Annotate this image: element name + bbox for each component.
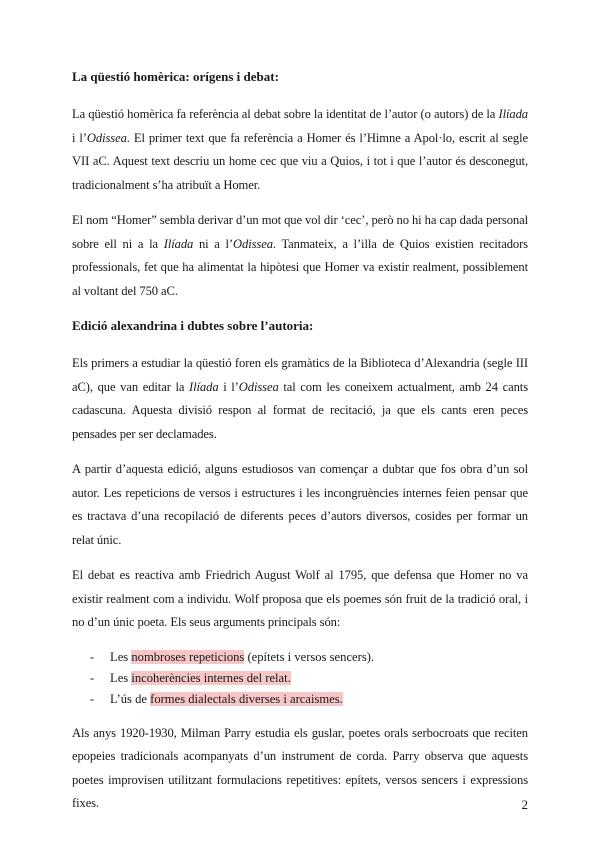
- italic-title-iliad: Ilíada: [163, 236, 194, 251]
- text-run: . El primer text que fa referència a Homer és l’Himne a Apol·lo, escrit al segle VII aC. Aquest text descriu un home cec que viu a Quios, i tot i que l’autor és desconegut, tradicionalment s’ha atribuït a Homer.: [72, 130, 528, 192]
- section-heading-alexandrian-edition: Edició alexandrina i dubtes sobre l’autoria:: [72, 318, 314, 333]
- list-item: [72, 647, 528, 668]
- section-heading-homeric-question: La qüestió homèrica: orígens i debat:: [72, 69, 279, 84]
- list-dash: -: [90, 670, 95, 685]
- italic-title-odyssey: Odissea: [233, 236, 273, 251]
- highlighted-text: nombroses repeticions: [131, 649, 245, 664]
- text-run: Els primers a estudiar la qüestió foren els gramàtics de la Biblioteca d’Alexandria (segle III aC), que van editar la: [72, 356, 528, 394]
- text-run: El nom “Homer” sembla derivar d’un mot que vol dir ‘cec’, però no hi ha cap dada personal sobre ell ni a la: [72, 213, 528, 251]
- paragraph-wolf: El debat es reactiva amb Friedrich August Wolf al 1795, que defensa que Homer no va existir realment com a individu. Wolf proposa que els poemes són fruit de la tradició oral, i no d’un únic poeta. Els seus arguments principals són:: [72, 568, 528, 629]
- text-run: (epítets i versos sencers).: [244, 649, 375, 664]
- paragraph-alexandria: [72, 352, 528, 446]
- page-number: 2: [521, 797, 528, 812]
- spacer: [72, 343, 528, 352]
- highlighted-text: incoherències internes del relat.: [131, 670, 291, 685]
- text-run: tal com les coneixem actualment, amb 24 cants cadascuna. Aquesta divisió respon al format de recitació, ja que els cants eren peces pensades per ser declamades.: [72, 379, 528, 441]
- list-dash: -: [90, 649, 95, 664]
- highlighted-text: formes dialectals diverses i arcaismes.: [150, 691, 343, 706]
- page-content: [72, 66, 528, 828]
- paragraph-doubts: A partir d’aquesta edició, alguns estudiosos van començar a dubtar que fos obra d’un sol autor. Les repeticions de versos i estructures i les incongruències internes feien pensar que es tractava d’una recopilació de diferents peces d’autors diversos, cosides per formar un relat únic.: [72, 462, 528, 547]
- spacer: [72, 94, 528, 103]
- text-run: i l’: [72, 130, 87, 145]
- list-item: [72, 668, 528, 689]
- italic-title-odyssey: Odissea: [86, 130, 127, 145]
- list-dash: -: [90, 691, 95, 706]
- text-run: . Tanmateix, a l’illa de Quios existien recitadors professionals, fet que ha alimentat la hipòtesi que Homer va existir realment, possiblement al voltant del 750 aC.: [72, 236, 528, 298]
- italic-title-iliad: Ilíada: [189, 379, 219, 394]
- text-run: Les: [110, 670, 132, 685]
- paragraph-homer-name: [72, 209, 528, 303]
- text-run: La qüestió homèrica fa referència al debat sobre la identitat de l’autor (o autors) de la: [72, 107, 499, 121]
- italic-title-odyssey: Odissea: [238, 379, 279, 394]
- text-run: ni a l’: [193, 236, 234, 251]
- paragraph-homeric-question: [72, 103, 528, 197]
- italic-title-iliad: Ilíada: [498, 107, 528, 121]
- arguments-list: [72, 647, 528, 710]
- text-run: i l’: [218, 379, 239, 394]
- text-run: Les: [110, 649, 132, 664]
- text-run: L’ús de: [110, 691, 151, 706]
- paragraph-parry: Als anys 1920-1930, Milman Parry estudia els guslar, poetes orals serbocroats que reciten epopeies tradicionals acompanyats d’un instrument de corda. Parry observa que aquests poetes improvisen utilitzant formulacions repetitives: epítets, versos sencers i expressions fixes.: [72, 725, 528, 810]
- list-item: [72, 689, 528, 710]
